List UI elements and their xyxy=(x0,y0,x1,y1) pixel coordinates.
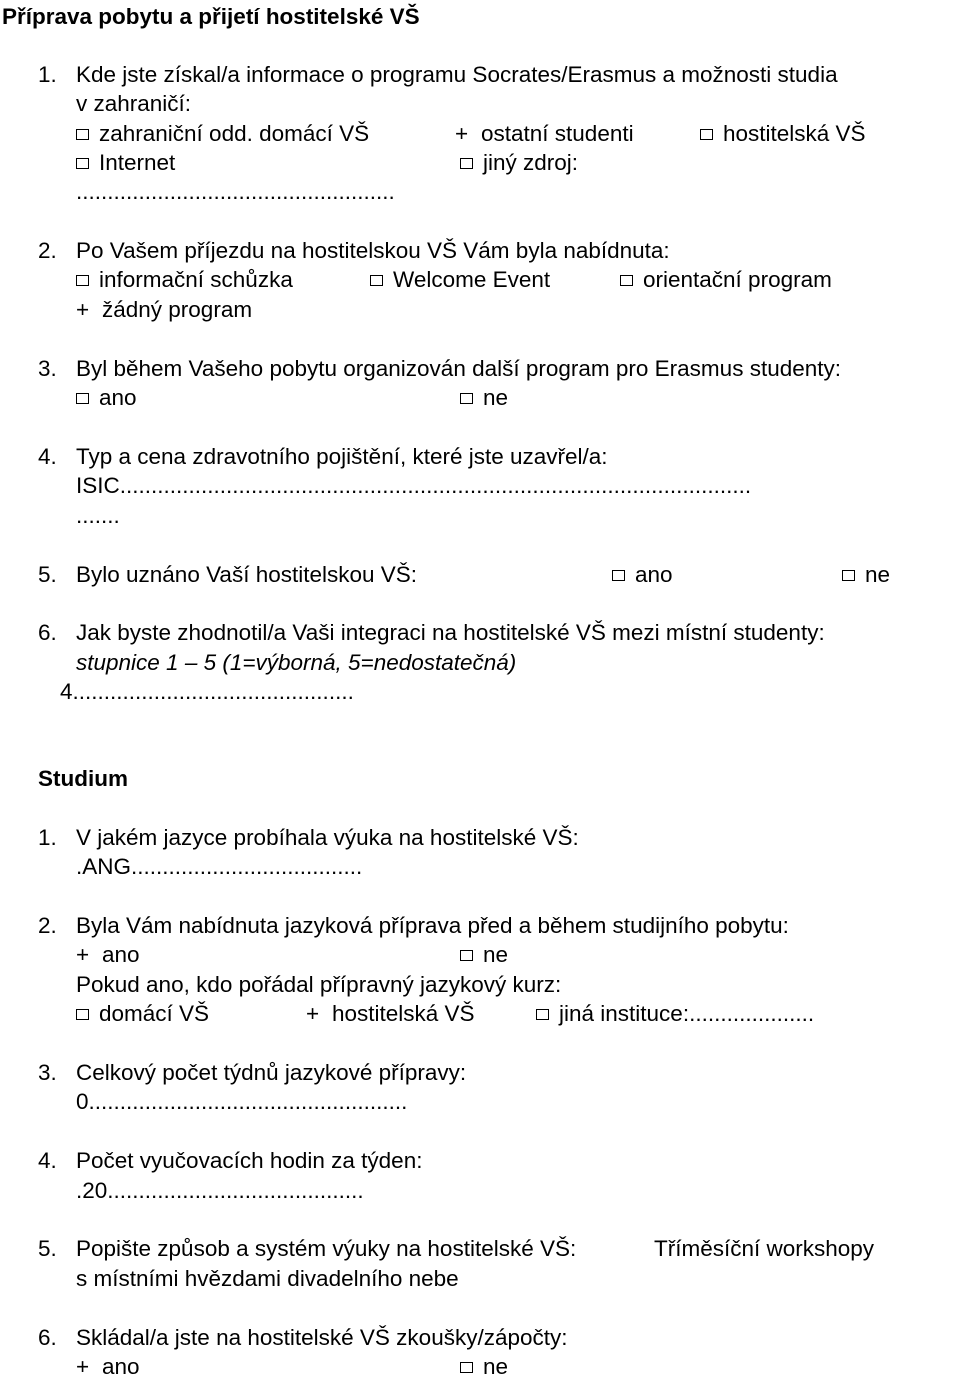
option-label: ostatní studenti xyxy=(481,121,634,146)
option-ano[interactable] xyxy=(76,941,140,969)
question-2 xyxy=(38,237,670,265)
question-2 xyxy=(38,912,789,940)
checkbox-empty[interactable] xyxy=(76,129,89,140)
question-text: Byl během Vašeho pobytu organizován další program pro Erasmus studenty: xyxy=(76,356,841,381)
option-label: žádný program xyxy=(102,297,253,322)
option-label: informační schůzka xyxy=(99,267,293,292)
option-ne[interactable] xyxy=(460,384,508,412)
option-jina-instituce[interactable] xyxy=(536,1000,814,1028)
section-title-priprava: Příprava pobytu a přijetí hostitelské VŠ xyxy=(2,4,420,29)
option-informacni-schuzka[interactable] xyxy=(76,266,293,294)
option-label: Internet xyxy=(99,150,176,175)
question-number: 4. xyxy=(38,1148,57,1173)
question-text: Byla Vám nabídnuta jazyková příprava před a během studijního pobytu: xyxy=(76,913,789,938)
checkbox-empty[interactable] xyxy=(76,393,89,404)
option-label: ne xyxy=(483,942,509,967)
question-1 xyxy=(38,824,579,852)
option-ne[interactable] xyxy=(842,561,890,589)
question-text: Popište způsob a systém výuky na hostitelské VŠ: xyxy=(76,1236,577,1261)
question-text: Skládal/a jste na hostitelské VŠ zkoušky/zápočty: xyxy=(76,1325,568,1350)
option-ano[interactable] xyxy=(76,384,137,412)
option-ano[interactable] xyxy=(612,561,673,589)
question-number: 6. xyxy=(38,1325,57,1350)
checkbox-empty[interactable] xyxy=(536,1009,549,1020)
question-3 xyxy=(38,1059,466,1087)
answer-line-continued[interactable]: ....... xyxy=(76,503,120,528)
sub-question: Pokud ano, kdo pořádal přípravný jazykový kurz: xyxy=(76,972,562,997)
option-label: ne xyxy=(483,1354,509,1379)
option-label: ne xyxy=(483,385,509,410)
question-text: Bylo uznáno Vaší hostitelskou VŠ: xyxy=(76,562,418,587)
question-text: Počet vyučovacích hodin za týden: xyxy=(76,1148,423,1173)
option-label: domácí VŠ xyxy=(99,1001,210,1026)
option-orientacni-program[interactable] xyxy=(620,266,832,294)
checked-plus-icon: + xyxy=(76,297,90,322)
answer-line[interactable]: 4............................................. xyxy=(60,679,354,704)
question-5 xyxy=(38,561,417,589)
option-label: ano xyxy=(102,1354,140,1379)
question-number: 5. xyxy=(38,1236,57,1261)
checkbox-empty[interactable] xyxy=(76,158,89,169)
option-jiny-zdroj[interactable] xyxy=(460,149,578,177)
question-text: Po Vašem příjezdu na hostitelskou VŠ Vám byla nabídnuta: xyxy=(76,238,670,263)
option-label: ano xyxy=(99,385,137,410)
question-text: Kde jste získal/a informace o programu Socrates/Erasmus a možnosti studia xyxy=(76,62,838,87)
answer-line[interactable]: .ANG..................................... xyxy=(76,854,363,879)
question-text: Typ a cena zdravotního pojištění, které jste uzavřel/a: xyxy=(76,444,608,469)
section-title-studium: Studium xyxy=(38,766,128,791)
option-label: jiný zdroj: xyxy=(483,150,579,175)
option-hostitelska-vs[interactable] xyxy=(700,120,866,148)
checkbox-empty[interactable] xyxy=(460,1362,473,1373)
question-3 xyxy=(38,355,841,383)
question-6 xyxy=(38,1324,568,1352)
answer-line[interactable]: 0................................................... xyxy=(76,1089,408,1114)
checkbox-empty[interactable] xyxy=(460,950,473,961)
option-label: hostitelská VŠ xyxy=(332,1001,475,1026)
rating-scale-note: stupnice 1 – 5 (1=výborná, 5=nedostatečná) xyxy=(76,650,517,675)
option-domaci-vs[interactable] xyxy=(76,1000,209,1028)
option-zadny-program[interactable] xyxy=(76,296,252,324)
option-label: ne xyxy=(865,562,891,587)
question-4 xyxy=(38,1147,422,1175)
checked-plus-icon: + xyxy=(76,1354,90,1379)
question-number: 5. xyxy=(38,562,57,587)
checkbox-empty[interactable] xyxy=(700,129,713,140)
question-1 xyxy=(38,61,838,89)
answer-line[interactable]: ISIC..................................................................................................... xyxy=(76,473,752,498)
checkbox-empty[interactable] xyxy=(612,570,625,581)
option-label: jiná instituce:.................... xyxy=(559,1001,815,1026)
question-text: V jakém jazyce probíhala výuka na hostitelské VŠ: xyxy=(76,825,579,850)
question-text: Jak byste zhodnotil/a Vaši integraci na hostitelské VŠ mezi místní studenty: xyxy=(76,620,825,645)
question-number: 1. xyxy=(38,62,57,87)
option-welcome-event[interactable] xyxy=(370,266,550,294)
option-internet[interactable] xyxy=(76,149,175,177)
option-label: hostitelská VŠ xyxy=(723,121,866,146)
option-label: ano xyxy=(635,562,673,587)
option-label: ano xyxy=(102,942,140,967)
question-number: 4. xyxy=(38,444,57,469)
option-ne[interactable] xyxy=(460,941,508,969)
question-6 xyxy=(38,619,825,647)
question-number: 2. xyxy=(38,913,57,938)
option-hostitelska-vs[interactable] xyxy=(306,1000,475,1028)
checkbox-empty[interactable] xyxy=(460,158,473,169)
question-text: Celkový počet týdnů jazykové přípravy: xyxy=(76,1060,467,1085)
checkbox-empty[interactable] xyxy=(76,1009,89,1020)
checkbox-empty[interactable] xyxy=(76,275,89,286)
answer-line[interactable]: .20......................................... xyxy=(76,1178,364,1203)
checkbox-empty[interactable] xyxy=(460,393,473,404)
option-label: zahraniční odd. domácí VŠ xyxy=(99,121,370,146)
question-number: 3. xyxy=(38,1060,57,1085)
answer-line[interactable]: ................................................... xyxy=(76,179,395,204)
option-label: orientační program xyxy=(643,267,832,292)
answer-text-continued[interactable]: s místními hvězdami divadelního nebe xyxy=(76,1266,459,1291)
question-5 xyxy=(38,1235,576,1263)
checked-plus-icon: + xyxy=(306,1001,320,1026)
checkbox-empty[interactable] xyxy=(842,570,855,581)
answer-text[interactable]: Tříměsíční workshopy xyxy=(654,1236,875,1261)
question-number: 6. xyxy=(38,620,57,645)
checkbox-empty[interactable] xyxy=(620,275,633,286)
checked-plus-icon: + xyxy=(455,121,469,146)
checked-plus-icon: + xyxy=(76,942,90,967)
option-label: Welcome Event xyxy=(393,267,551,292)
question-1-line2: v zahraničí: xyxy=(76,91,192,116)
option-ostatni-studenti[interactable] xyxy=(455,120,634,148)
question-number: 2. xyxy=(38,238,57,263)
question-number: 1. xyxy=(38,825,57,850)
question-number: 3. xyxy=(38,356,57,381)
option-zahranicni-odd[interactable] xyxy=(76,120,369,148)
checkbox-empty[interactable] xyxy=(370,275,383,286)
question-4 xyxy=(38,443,608,471)
